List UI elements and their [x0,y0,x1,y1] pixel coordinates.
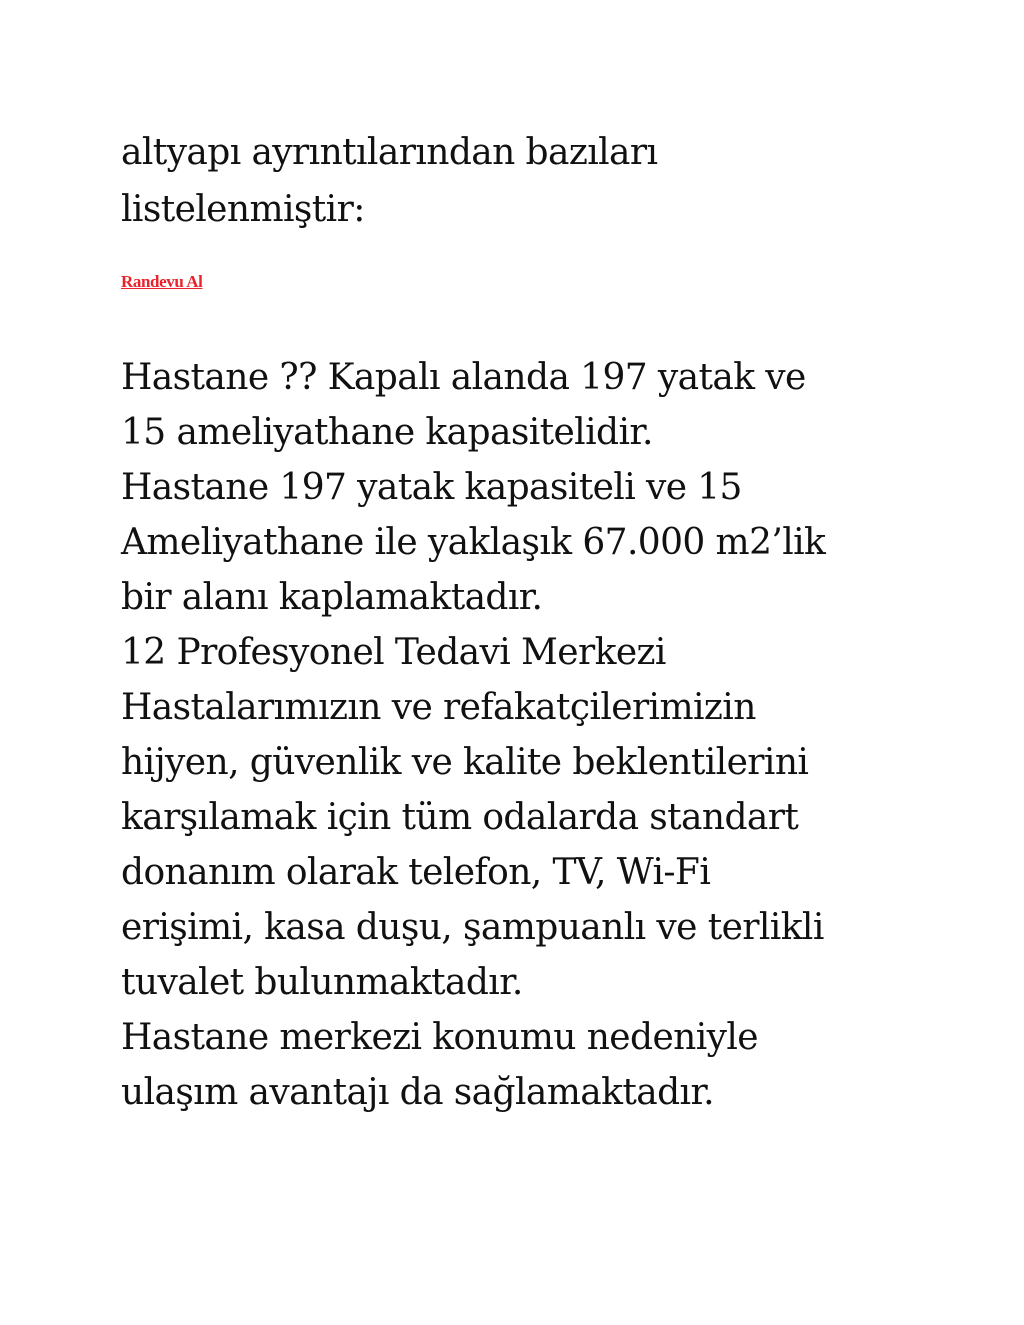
intro-heading [121,124,921,238]
body-line: Hastane merkezi konumu nedeniyle [121,1017,759,1058]
intro-line-1: altyapı ayrıntılarından bazıları [121,132,658,173]
body-line: ulaşım avantajı da sağlamaktadır. [121,1072,714,1113]
body-line: Hastalarımızın ve refakatçilerimizin [121,687,756,728]
body-line: Ameliyathane ile yaklaşık 67.000 m2’lik [121,522,826,563]
cta-container [121,272,921,300]
body-line: donanım olarak telefon, TV, Wi-Fi [121,852,711,893]
body-line: erişimi, kasa duşu, şampuanlı ve terlikli [121,907,824,948]
appointment-link[interactable]: Randevu Al [121,272,203,291]
body-text [121,350,921,1120]
body-line: hijyen, güvenlik ve kalite beklentilerini [121,742,809,783]
body-line: karşılamak için tüm odalarda standart [121,797,799,838]
body-line: 12 Profesyonel Tedavi Merkezi [121,632,666,673]
body-line: tuvalet bulunmaktadır. [121,962,523,1003]
document-page [121,124,921,1120]
body-line: Hastane 197 yatak kapasiteli ve 15 [121,467,742,508]
body-line: 15 ameliyathane kapasitelidir. [121,412,653,453]
body-line: Hastane ?? Kapalı alanda 197 yatak ve [121,357,806,398]
intro-line-2: listelenmiştir: [121,189,365,230]
body-line: bir alanı kaplamaktadır. [121,577,543,618]
